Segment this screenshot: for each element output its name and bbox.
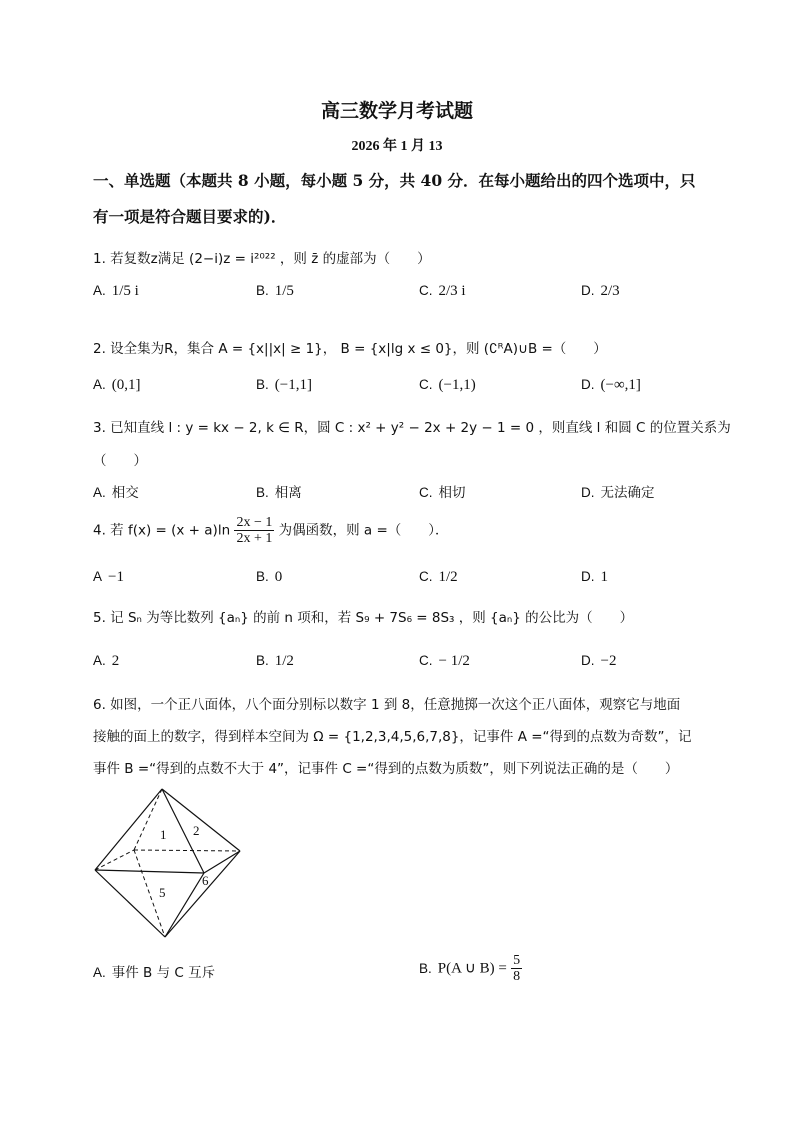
face-label-2: 2: [193, 823, 200, 838]
q1-option-b[interactable]: [256, 283, 294, 300]
option-label: A.: [93, 653, 106, 668]
exam-date: 2026 年 1 月 13: [351, 139, 443, 154]
option-label: C.: [419, 283, 433, 298]
option-label: C.: [419, 653, 433, 668]
q4-stem-post: 为偶函数，则 a =（ ）．: [278, 522, 449, 539]
section-heading-line2: 有一项是符合题目要求的)．: [93, 207, 287, 226]
question-3-stem-cont: （ ）: [93, 453, 147, 469]
option-label: D.: [581, 653, 595, 668]
q6-option-b-numerator: 5: [513, 953, 521, 968]
option-label: A.: [93, 485, 106, 500]
q1-option-d-text: 2/3: [600, 283, 620, 299]
q4-option-a-text: −1: [108, 569, 124, 585]
question-5-stem: 5. 记 Sₙ 为等比数列 {aₙ} 的前 n 项和，若 S₉ + 7S₆ = 8S₃ ，则 {aₙ} 的公比为（ ）: [93, 610, 634, 626]
q1-option-a-text: 1/5 i: [111, 283, 139, 299]
question-3-stem: 3. 已知直线 l : y = kx − 2, k ∈ R，圆 C : x² + y² − 2x + 2y − 1 = 0 ，则直线 l 和圆 C 的位置关系为: [93, 420, 731, 436]
q6-option-a[interactable]: [93, 961, 215, 981]
q2-option-b-text: (−1,1]: [274, 377, 312, 393]
q2-option-a[interactable]: [93, 377, 141, 394]
option-label: C.: [419, 485, 433, 500]
q4-option-a[interactable]: [93, 569, 124, 586]
q2-option-a-text: (0,1]: [111, 377, 141, 393]
q6-option-a-text: 事件 B 与 C 互斥: [111, 965, 216, 981]
q1-option-b-text: 1/5: [274, 283, 294, 299]
q4-option-d[interactable]: [581, 569, 608, 586]
q5-option-c[interactable]: [419, 653, 470, 670]
octahedron-edge: [162, 789, 240, 851]
option-label: B.: [256, 653, 269, 668]
q4-stem-pre: 4. 若 f(x) = (x + a)ln: [93, 522, 231, 539]
option-label: D.: [581, 283, 595, 298]
q3-option-d[interactable]: [581, 481, 655, 501]
q2-option-b[interactable]: [256, 377, 312, 394]
option-label: D.: [581, 485, 595, 500]
option-label: B.: [419, 960, 432, 976]
octahedron-edge: [95, 870, 165, 937]
q2-option-d-text: (−∞,1]: [600, 377, 641, 393]
q3-option-d-text: 无法确定: [600, 485, 655, 501]
q6-option-b-pre: P(A ∪ B) =: [437, 960, 507, 977]
q5-option-c-text: − 1/2: [438, 653, 470, 669]
q4-fraction-numerator: 2x − 1: [236, 515, 273, 530]
q6-option-b[interactable]: [419, 953, 522, 984]
octahedron-edge: [204, 851, 240, 873]
option-label: B.: [256, 377, 269, 392]
q2-option-d[interactable]: [581, 377, 641, 394]
q3-option-a[interactable]: [93, 481, 139, 501]
q4-fraction-denominator: 2x + 1: [236, 531, 273, 546]
question-6-line2: 接触的面上的数字，得到样本空间为 Ω = {1,2,3,4,5,6,7,8}，记事件 A =“得到的点数为奇数”，记: [93, 729, 692, 745]
q2-option-c-text: (−1,1): [438, 377, 476, 393]
q5-option-b[interactable]: [256, 653, 294, 670]
question-6-line3: 事件 B =“得到的点数不大于 4”，记事件 C =“得到的点数为质数”，则下列说法正确的是（ ）: [93, 761, 679, 777]
q1-option-c-text: 2/3 i: [438, 283, 466, 299]
face-label-5: 5: [159, 885, 166, 900]
option-label: A.: [93, 377, 106, 392]
octahedron-hidden-edge: [95, 850, 134, 870]
q5-option-a[interactable]: [93, 653, 119, 670]
q4-option-c-text: 1/2: [438, 569, 458, 585]
q3-option-a-text: 相交: [111, 485, 139, 501]
option-label: C.: [419, 377, 433, 392]
question-4-stem: [93, 515, 449, 546]
q6-option-b-denominator: 8: [513, 969, 521, 984]
option-label: B.: [256, 283, 269, 298]
q4-option-d-text: 1: [600, 569, 608, 585]
q3-option-b-text: 相离: [274, 485, 302, 501]
q4-fraction: [234, 515, 274, 546]
face-label-1: 1: [160, 827, 167, 842]
option-label: B.: [256, 569, 269, 584]
q4-option-c[interactable]: [419, 569, 458, 586]
q4-option-b[interactable]: [256, 569, 282, 586]
q5-option-a-text: 2: [111, 653, 120, 669]
q2-option-c[interactable]: [419, 377, 476, 394]
octahedron-figure: [92, 787, 247, 942]
q6-option-b-fraction: [511, 953, 522, 984]
face-label-6: 6: [202, 873, 209, 888]
question-6-line1: 6. 如图，一个正八面体，八个面分别标以数字 1 到 8，任意抛掷一次这个正八面体，观察它与地面: [93, 697, 681, 713]
octahedron-hidden-edge: [134, 850, 240, 851]
q3-option-c[interactable]: [419, 481, 466, 501]
octahedron-hidden-edge: [134, 789, 162, 850]
option-label: A: [93, 569, 103, 584]
option-label: A.: [93, 965, 106, 980]
q3-option-b[interactable]: [256, 481, 302, 501]
option-label: D.: [581, 377, 595, 392]
section-heading-line1: 一、单选题（本题共 8 小题，每小题 5 分，共 40 分．在每小题给出的四个选项中，只: [93, 171, 696, 190]
q4-option-b-text: 0: [274, 569, 283, 585]
option-label: A.: [93, 283, 106, 298]
octahedron-edge: [95, 870, 204, 873]
octahedron-edge: [165, 873, 204, 937]
q1-option-a[interactable]: [93, 283, 139, 300]
q1-option-c[interactable]: [419, 283, 466, 300]
q5-option-d-text: −2: [600, 653, 617, 669]
question-1-stem: 1. 若复数z满足 (2−i)z = i²⁰²² ，则 z̄ 的虚部为（ ）: [93, 251, 431, 267]
exam-title: 高三数学月考试题: [320, 100, 473, 122]
octahedron-edge: [165, 851, 240, 937]
q5-option-d[interactable]: [581, 653, 616, 670]
q1-option-d[interactable]: [581, 283, 620, 300]
option-label: D.: [581, 569, 595, 584]
octahedron-edge: [95, 789, 162, 870]
question-2-stem: 2. 设全集为R，集合 A = {x||x| ≥ 1}， B = {x|lg x ≤ 0}，则 (∁ᴿA)∪B =（ ）: [93, 341, 607, 357]
option-label: B.: [256, 485, 269, 500]
option-label: C.: [419, 569, 433, 584]
q3-option-c-text: 相切: [438, 485, 466, 501]
q5-option-b-text: 1/2: [274, 653, 294, 669]
